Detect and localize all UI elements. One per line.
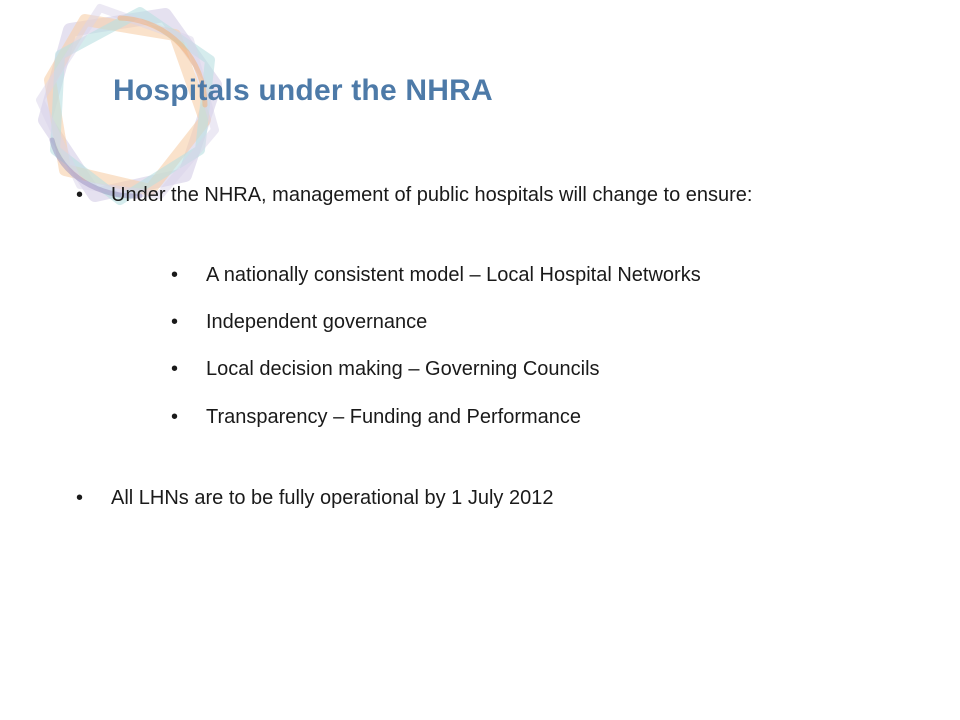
list-item	[171, 357, 600, 381]
bullet-text: All LHNs are to be fully operational by 1 July 2012	[111, 487, 554, 509]
bullet-dot: •	[171, 311, 179, 333]
bullet-dot: •	[171, 406, 179, 428]
bullet-dot: •	[76, 487, 84, 509]
bullet-text: Under the NHRA, management of public hospitals will change to ensure:	[111, 184, 753, 206]
list-item	[171, 405, 582, 429]
list-item	[171, 263, 701, 287]
bullet-dot: •	[171, 264, 179, 286]
bullet-text: Transparency – Funding and Performance	[206, 406, 582, 428]
bullet-text: Local decision making – Governing Councils	[206, 358, 600, 380]
bullet-dot: •	[76, 184, 84, 206]
list-item	[76, 183, 753, 207]
slide-title: Hospitals under the NHRA	[113, 74, 493, 107]
bullet-text: A nationally consistent model – Local Hospital Networks	[206, 264, 701, 286]
bullet-text: Independent governance	[206, 311, 428, 333]
bullet-dot: •	[171, 358, 179, 380]
list-item	[171, 310, 428, 334]
list-item	[76, 486, 554, 510]
